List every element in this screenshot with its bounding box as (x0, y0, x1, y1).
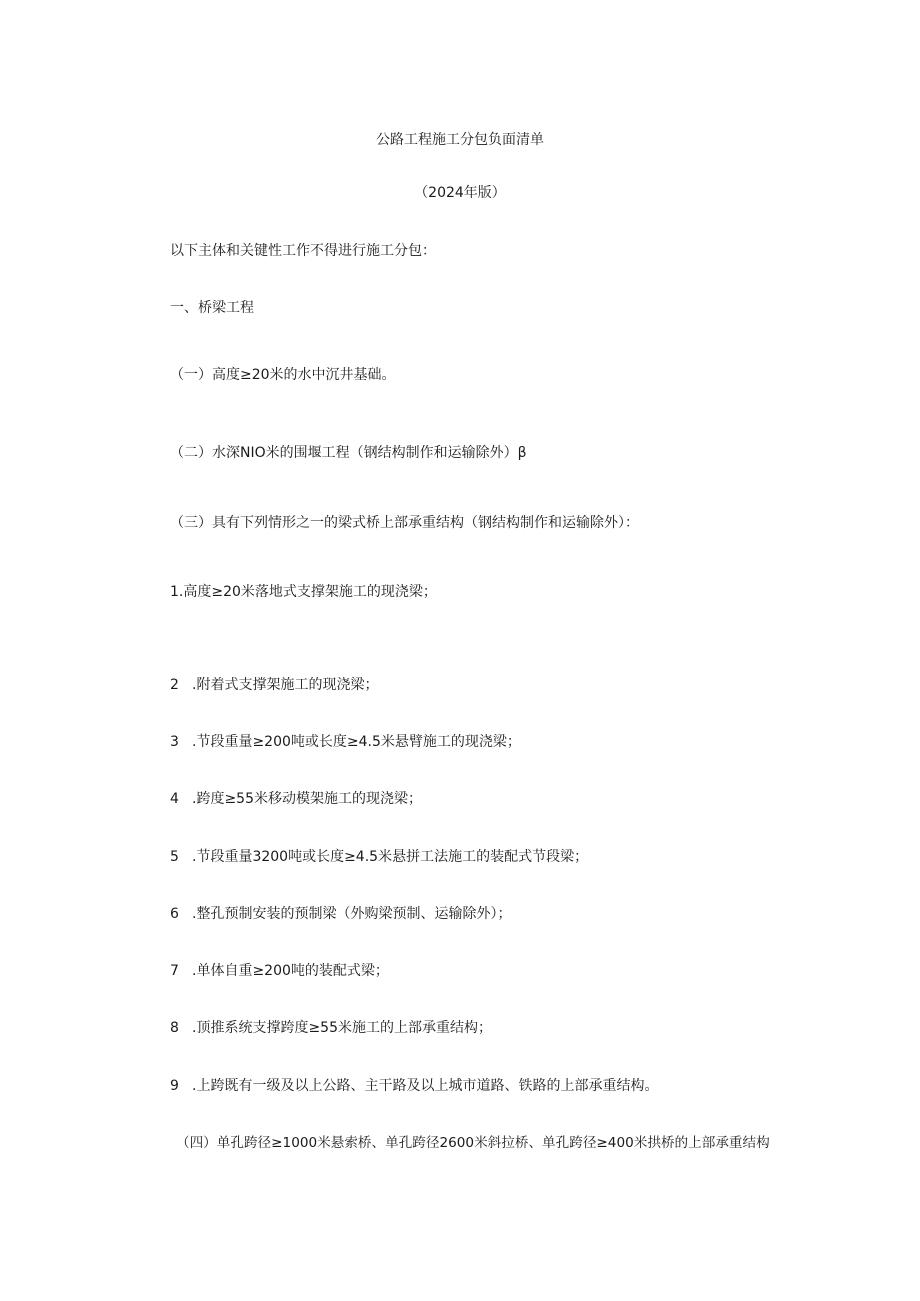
sub-item-text: .跨度≥55米移动模架施工的现浇梁； (192, 791, 422, 807)
section-heading-bridge: 一、桥梁工程 (170, 300, 254, 316)
sub-item-9 (170, 1077, 658, 1095)
sub-item-4 (170, 790, 422, 808)
sub-item-text: .上跨既有一级及以上公路、主干路及以上城市道路、铁路的上部承重结构。 (192, 1078, 659, 1094)
document-edition: （2024年版） (414, 185, 506, 201)
sub-item-text: .节段重量3200吨或长度≥4.5米悬拼工法施工的装配式节段梁； (192, 849, 589, 865)
sub-item-number: 9 (170, 1078, 179, 1094)
sub-item-text: .顶推系统支撑跨度≥55米施工的上部承重结构； (192, 1020, 492, 1036)
sub-item-1: 1.高度≥20米落地式支撑架施工的现浇梁； (170, 584, 437, 600)
sub-item-text: .节段重量≥200吨或长度≥4.5米悬臂施工的现浇梁； (192, 734, 521, 750)
sub-item-number: 4 (170, 791, 179, 807)
sub-item-text: .单体自重≥200吨的装配式梁； (192, 963, 389, 979)
sub-item-text: .整孔预制安装的预制梁（外购梁预制、运输除外）； (192, 906, 512, 922)
sub-item-6 (170, 905, 511, 923)
sub-item-number: 5 (170, 849, 179, 865)
item-1: （一）高度≥20米的水中沉井基础。 (170, 367, 396, 383)
sub-item-3 (170, 733, 521, 751)
item-2: （二）水深NIO米的围堰工程（钢结构制作和运输除外）β (170, 445, 527, 461)
sub-item-number: 7 (170, 963, 179, 979)
sub-item-7 (170, 962, 389, 980)
sub-item-number: 2 (170, 677, 179, 693)
item-3: （三）具有下列情形之一的梁式桥上部承重结构（钢结构制作和运输除外）： (170, 515, 639, 531)
sub-item-5 (170, 848, 588, 866)
sub-item-number: 8 (170, 1020, 179, 1036)
sub-item-2 (170, 676, 378, 694)
intro-paragraph: 以下主体和关键性工作不得进行施工分包： (170, 243, 436, 259)
item-4: （四）单孔跨径≥1000米悬索桥、单孔跨径2600米斜拉桥、单孔跨径≥400米拱桥的上部承重结构 (176, 1135, 770, 1151)
document-title: 公路工程施工分包负面清单 (376, 132, 544, 148)
sub-item-number: 3 (170, 734, 179, 750)
sub-item-text: .附着式支撑架施工的现浇梁； (192, 677, 379, 693)
sub-item-8 (170, 1019, 492, 1037)
sub-item-number: 6 (170, 906, 179, 922)
